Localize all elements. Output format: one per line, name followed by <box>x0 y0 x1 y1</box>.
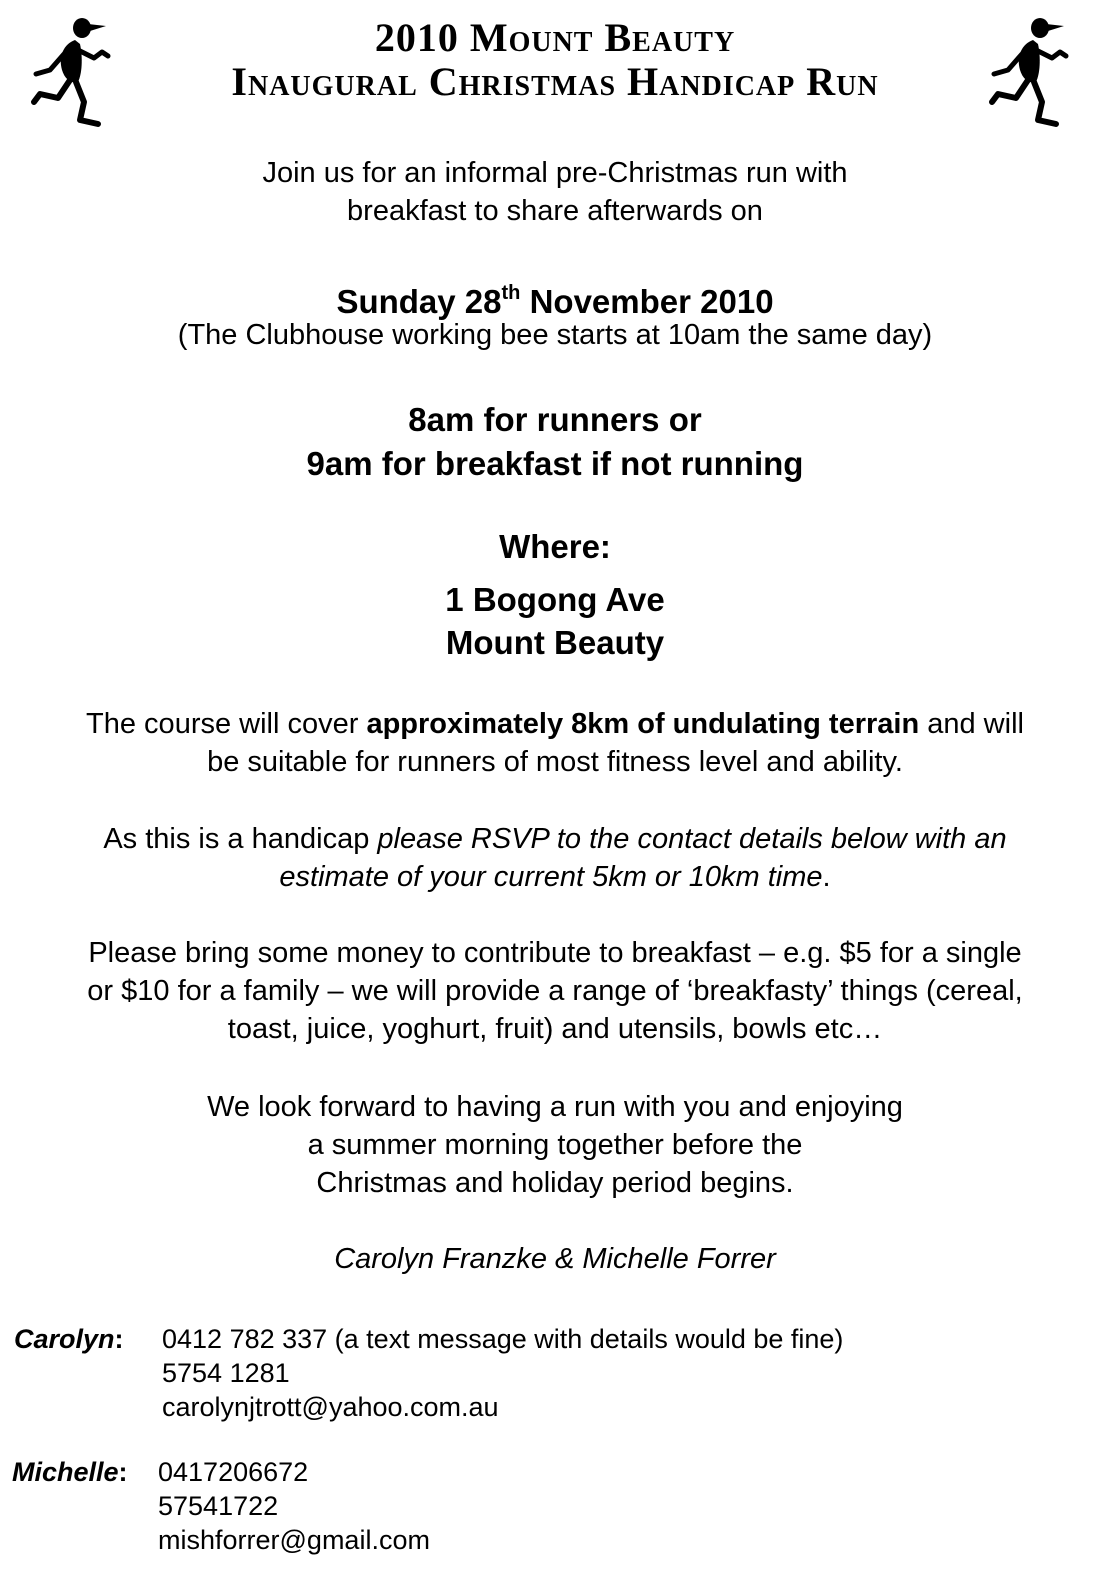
course-line: be suitable for runners of most fitness level and ability. <box>207 746 903 778</box>
intro-line: breakfast to share afterwards on <box>347 195 763 227</box>
rsvp-line <box>0 858 1110 896</box>
contact-phone: 57541722 <box>158 1491 279 1521</box>
date-month-year: November 2010 <box>520 283 774 320</box>
contact-mobile: 0412 782 337 (a text message with details would be fine) <box>162 1324 844 1354</box>
contact-name: Carolyn <box>14 1324 115 1354</box>
money-line: toast, juice, yoghurt, fruit) and utensils, bowls etc… <box>227 1013 883 1045</box>
closing-line: Christmas and holiday period begins. <box>316 1167 794 1199</box>
course-line <box>0 705 1110 743</box>
rsvp-emphasis: estimate of your current 5km or 10km time <box>279 861 823 893</box>
where-heading: Where: <box>499 528 611 565</box>
rsvp-emphasis: please RSVP to the contact details below with an <box>377 823 1007 855</box>
course-distance: approximately 8km of undulating terrain <box>366 708 920 740</box>
address-town: Mount Beauty <box>445 624 665 661</box>
course-description <box>0 705 1110 781</box>
contact-email[interactable]: mishforrer@gmail.com <box>158 1525 430 1555</box>
rsvp-line <box>0 820 1110 858</box>
intro-text <box>0 154 1110 230</box>
contact-label-michelle <box>12 1455 128 1489</box>
date-ordinal: th <box>501 282 521 304</box>
title-line-1: 2010 Mount Beauty <box>374 15 736 60</box>
date-day: Sunday 28 <box>336 283 502 320</box>
money-line: or $10 for a family – we will provide a range of ‘breakfasty’ things (cereal, <box>87 975 1023 1007</box>
contact-email[interactable]: carolynjtrott@yahoo.com.au <box>162 1392 499 1422</box>
closing-line: We look forward to having a run with you and enjoying <box>207 1091 903 1123</box>
contact-colon: : <box>114 1324 124 1354</box>
contact-phone: 5754 1281 <box>162 1358 290 1388</box>
contact-details-carolyn <box>162 1322 843 1424</box>
event-date <box>0 274 1110 321</box>
contact-details-michelle <box>158 1455 430 1557</box>
contact-colon: : <box>118 1457 128 1487</box>
course-text: The course will cover <box>86 708 367 740</box>
event-times <box>0 398 1110 486</box>
course-text: and will <box>919 708 1024 740</box>
rsvp-paragraph <box>0 820 1110 896</box>
title-line-2: Inaugural Christmas Handicap Run <box>231 59 879 104</box>
contact-name: Michelle <box>12 1457 119 1487</box>
intro-line: Join us for an informal pre-Christmas run with <box>262 157 848 189</box>
breakfast-contribution <box>0 934 1110 1048</box>
working-bee-note: (The Clubhouse working bee starts at 10am the same day) <box>177 319 933 351</box>
contact-mobile: 0417206672 <box>158 1457 309 1487</box>
breakfast-time: 9am for breakfast if not running <box>306 445 804 482</box>
closing-line: a summer morning together before the <box>307 1129 803 1161</box>
closing-paragraph <box>0 1088 1110 1202</box>
address-street: 1 Bogong Ave <box>445 581 665 618</box>
contact-label-carolyn <box>14 1322 124 1356</box>
address <box>0 578 1110 664</box>
organisers-signature: Carolyn Franzke & Michelle Forrer <box>334 1243 776 1275</box>
rsvp-text: As this is a handicap <box>103 823 378 855</box>
money-line: Please bring some money to contribute to breakfast – e.g. $5 for a single <box>88 937 1022 969</box>
rsvp-text: . <box>822 861 831 893</box>
runner-time: 8am for runners or <box>408 401 702 438</box>
